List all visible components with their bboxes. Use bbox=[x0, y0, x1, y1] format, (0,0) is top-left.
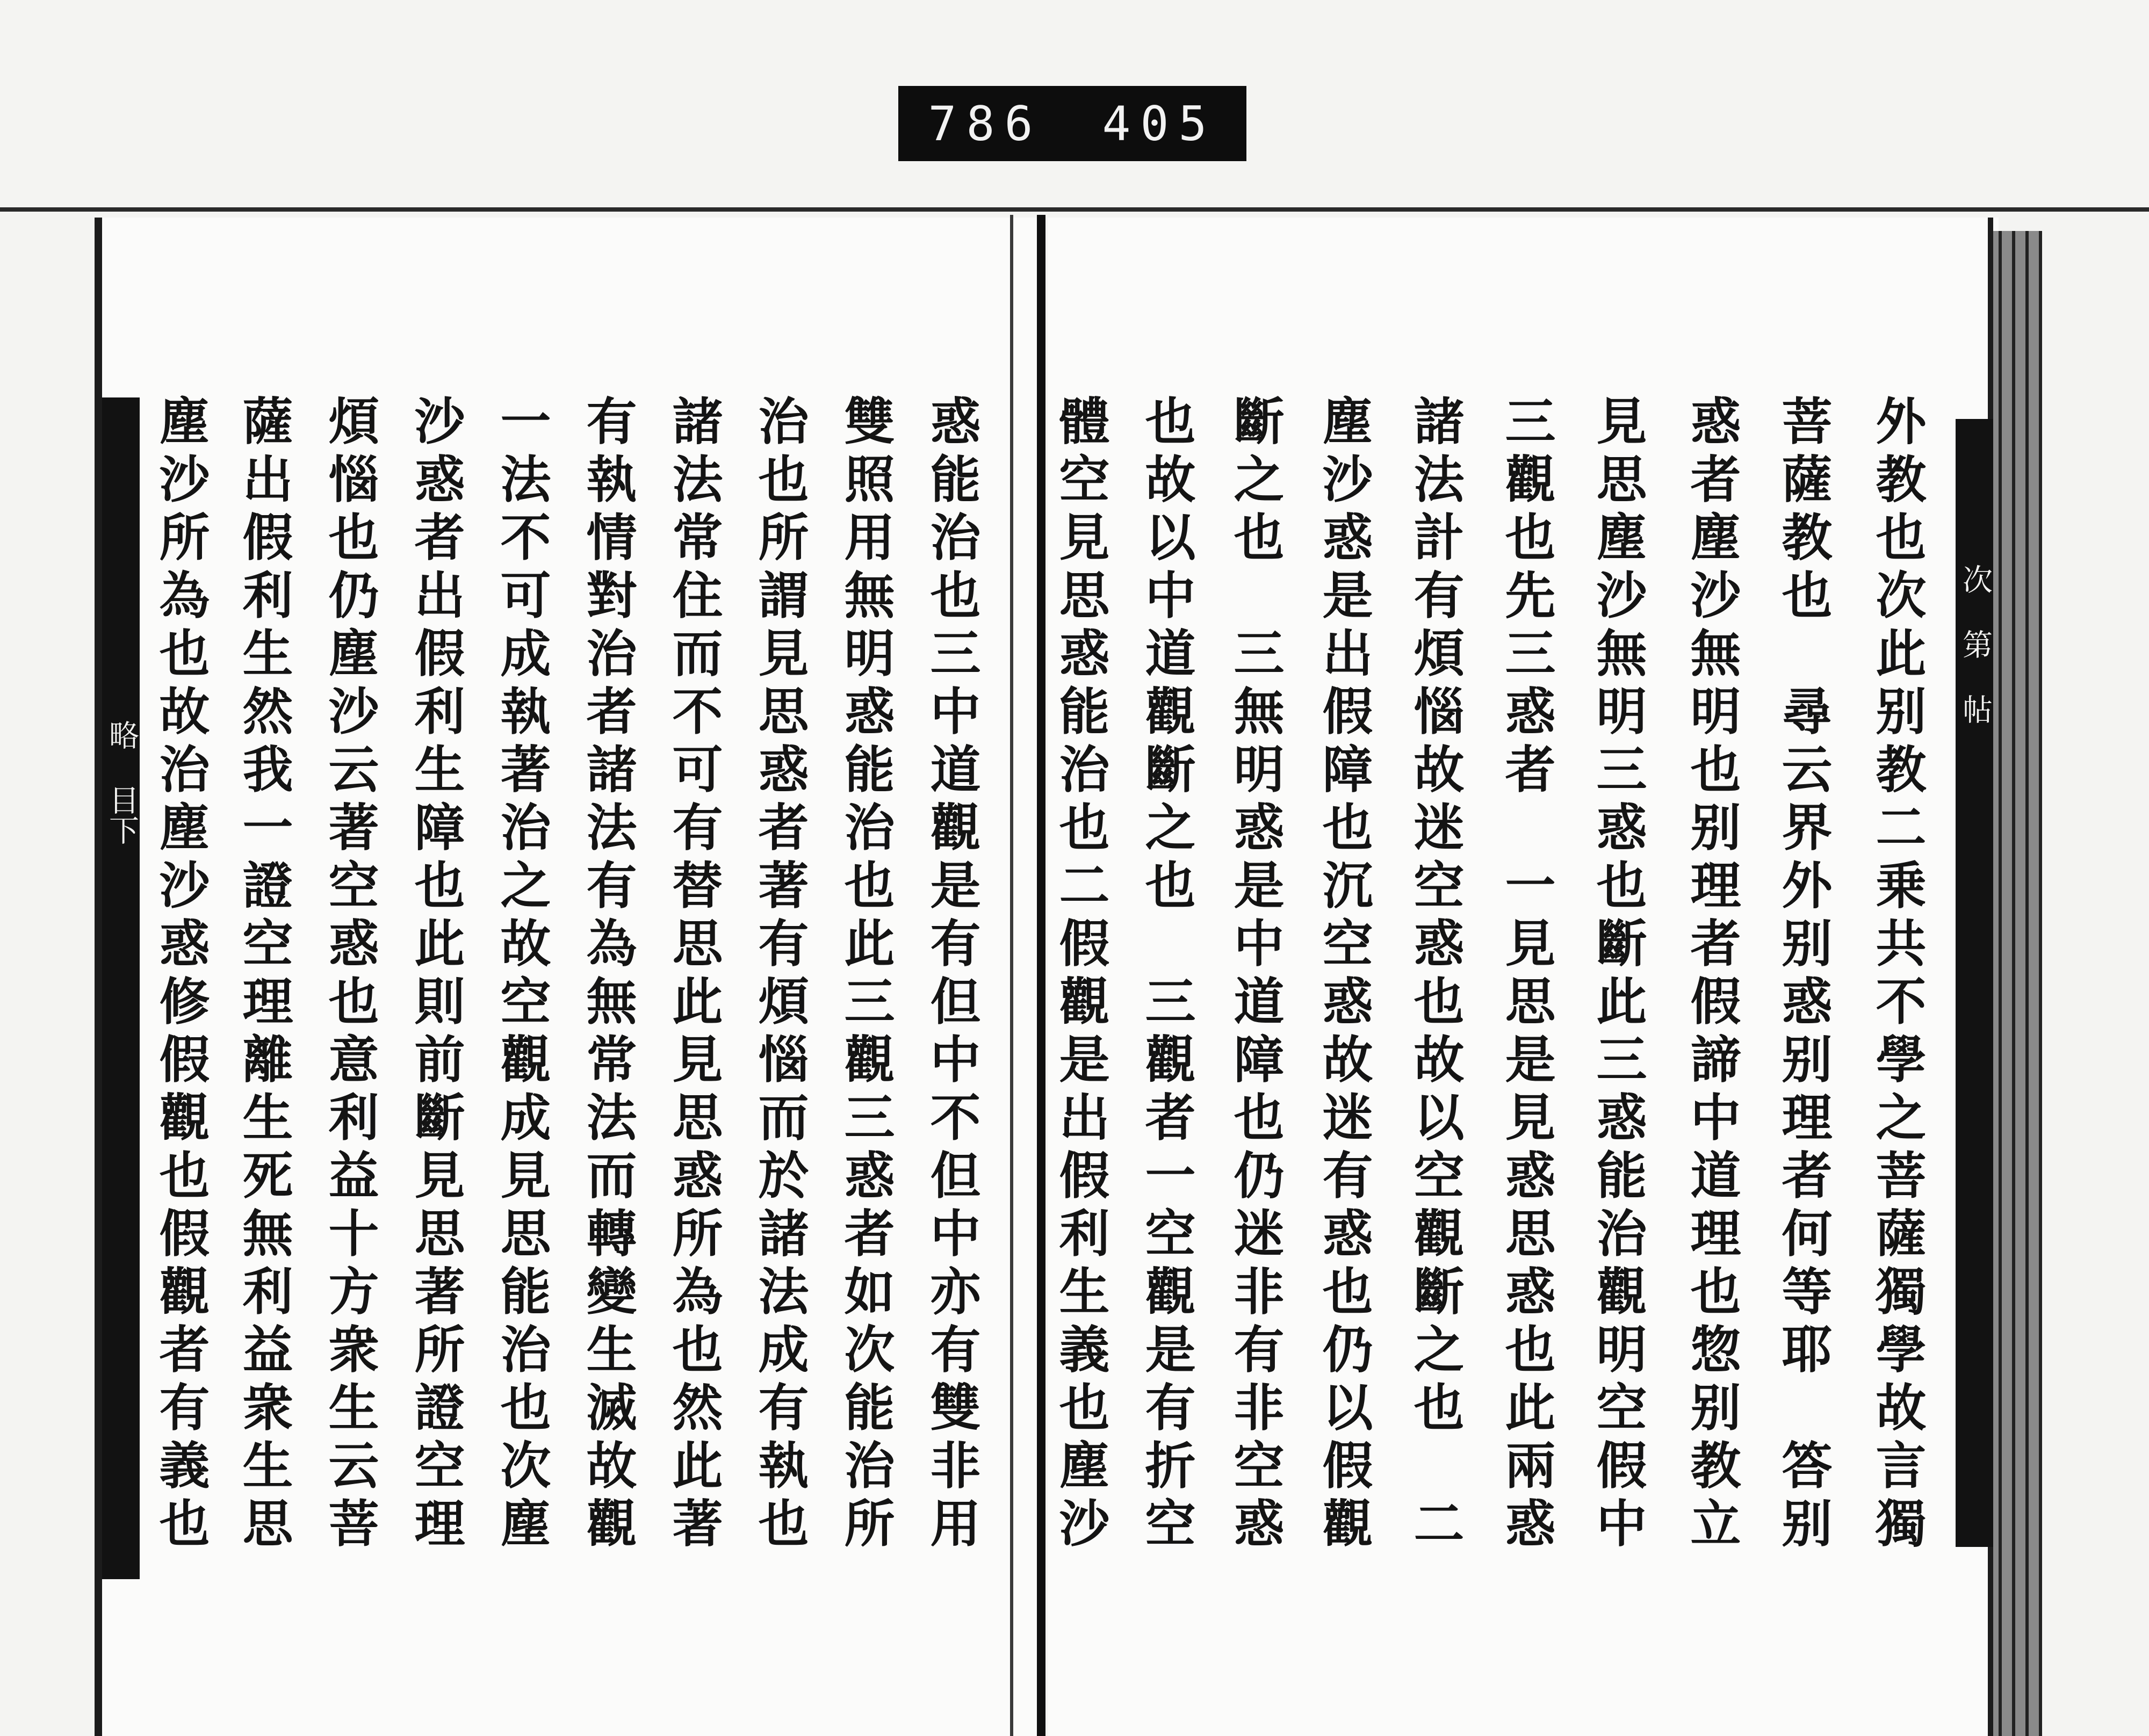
right-col-4: 見思塵沙無明三惑也斷此三惑能治觀明空假中 bbox=[1588, 395, 1647, 1555]
right-col-2: 菩薩教也 尋云界外别惑别理者何等耶 答别 bbox=[1773, 395, 1832, 1555]
left-col-10: 塵沙所為也故治塵沙惑修假觀也假觀者有義也 bbox=[150, 395, 210, 1555]
left-col-5: 有執情對治者諸法有為無常法而轉變生滅故觀 bbox=[578, 395, 637, 1555]
left-col-2: 雙照用無明惑能治也此三觀三惑者如次能治所 bbox=[835, 395, 895, 1555]
left-col-8: 煩惱也仍塵沙云著空惑也意利益十方衆生云菩 bbox=[320, 395, 379, 1555]
left-margin-tag: 略 目下 bbox=[104, 720, 139, 845]
right-col-8: 斷之也 三無明惑是中道障也仍迷非有非空惑 bbox=[1225, 395, 1284, 1555]
right-col-9: 也故以中道觀斷之也 三觀者一空觀是有折空 bbox=[1136, 395, 1195, 1555]
right-col-6: 諸法計有煩惱故迷空惑也故以空觀斷之也 二 bbox=[1405, 395, 1464, 1555]
archive-label-right: 405 bbox=[1102, 96, 1217, 151]
right-col-7: 塵沙惑是出假障也沉空惑故迷有惑也仍以假觀 bbox=[1314, 395, 1373, 1555]
left-col-3: 治也所謂見思惑者著有煩惱而於諸法成有執也 bbox=[749, 395, 809, 1555]
right-margin-tag: 次 第 帖 bbox=[1958, 564, 1993, 724]
right-col-10: 體空見思惑能治也二假觀是出假利生義也塵沙 bbox=[1050, 395, 1109, 1555]
archive-label-left: 786 bbox=[928, 96, 1043, 151]
archive-label bbox=[898, 86, 1246, 161]
left-col-1: 惑能治也三中道觀是有但中不但中亦有雙非用 bbox=[921, 395, 980, 1555]
right-col-1: 外教也次此别教二乗共不學之菩薩獨學故言獨 bbox=[1867, 395, 1926, 1555]
left-col-4: 諸法常住而不可有替思此見思惑所為也然此著 bbox=[664, 395, 723, 1555]
left-col-7: 沙惑者出假利生障也此則前斷見思著所證空理 bbox=[406, 395, 465, 1555]
left-col-9: 薩出假利生然我一證空理離生死無利益衆生思 bbox=[234, 395, 293, 1555]
left-fore-edge-block bbox=[102, 397, 140, 1579]
left-col-6: 一法不可成執著治之故空觀成見思能治也次塵 bbox=[492, 395, 551, 1555]
right-col-3: 惑者塵沙無明也别理者假諦中道理也惣别教立 bbox=[1682, 395, 1741, 1555]
right-col-5: 三觀也先三惑者 一見思是見惑思惑也此兩惑 bbox=[1496, 395, 1555, 1555]
